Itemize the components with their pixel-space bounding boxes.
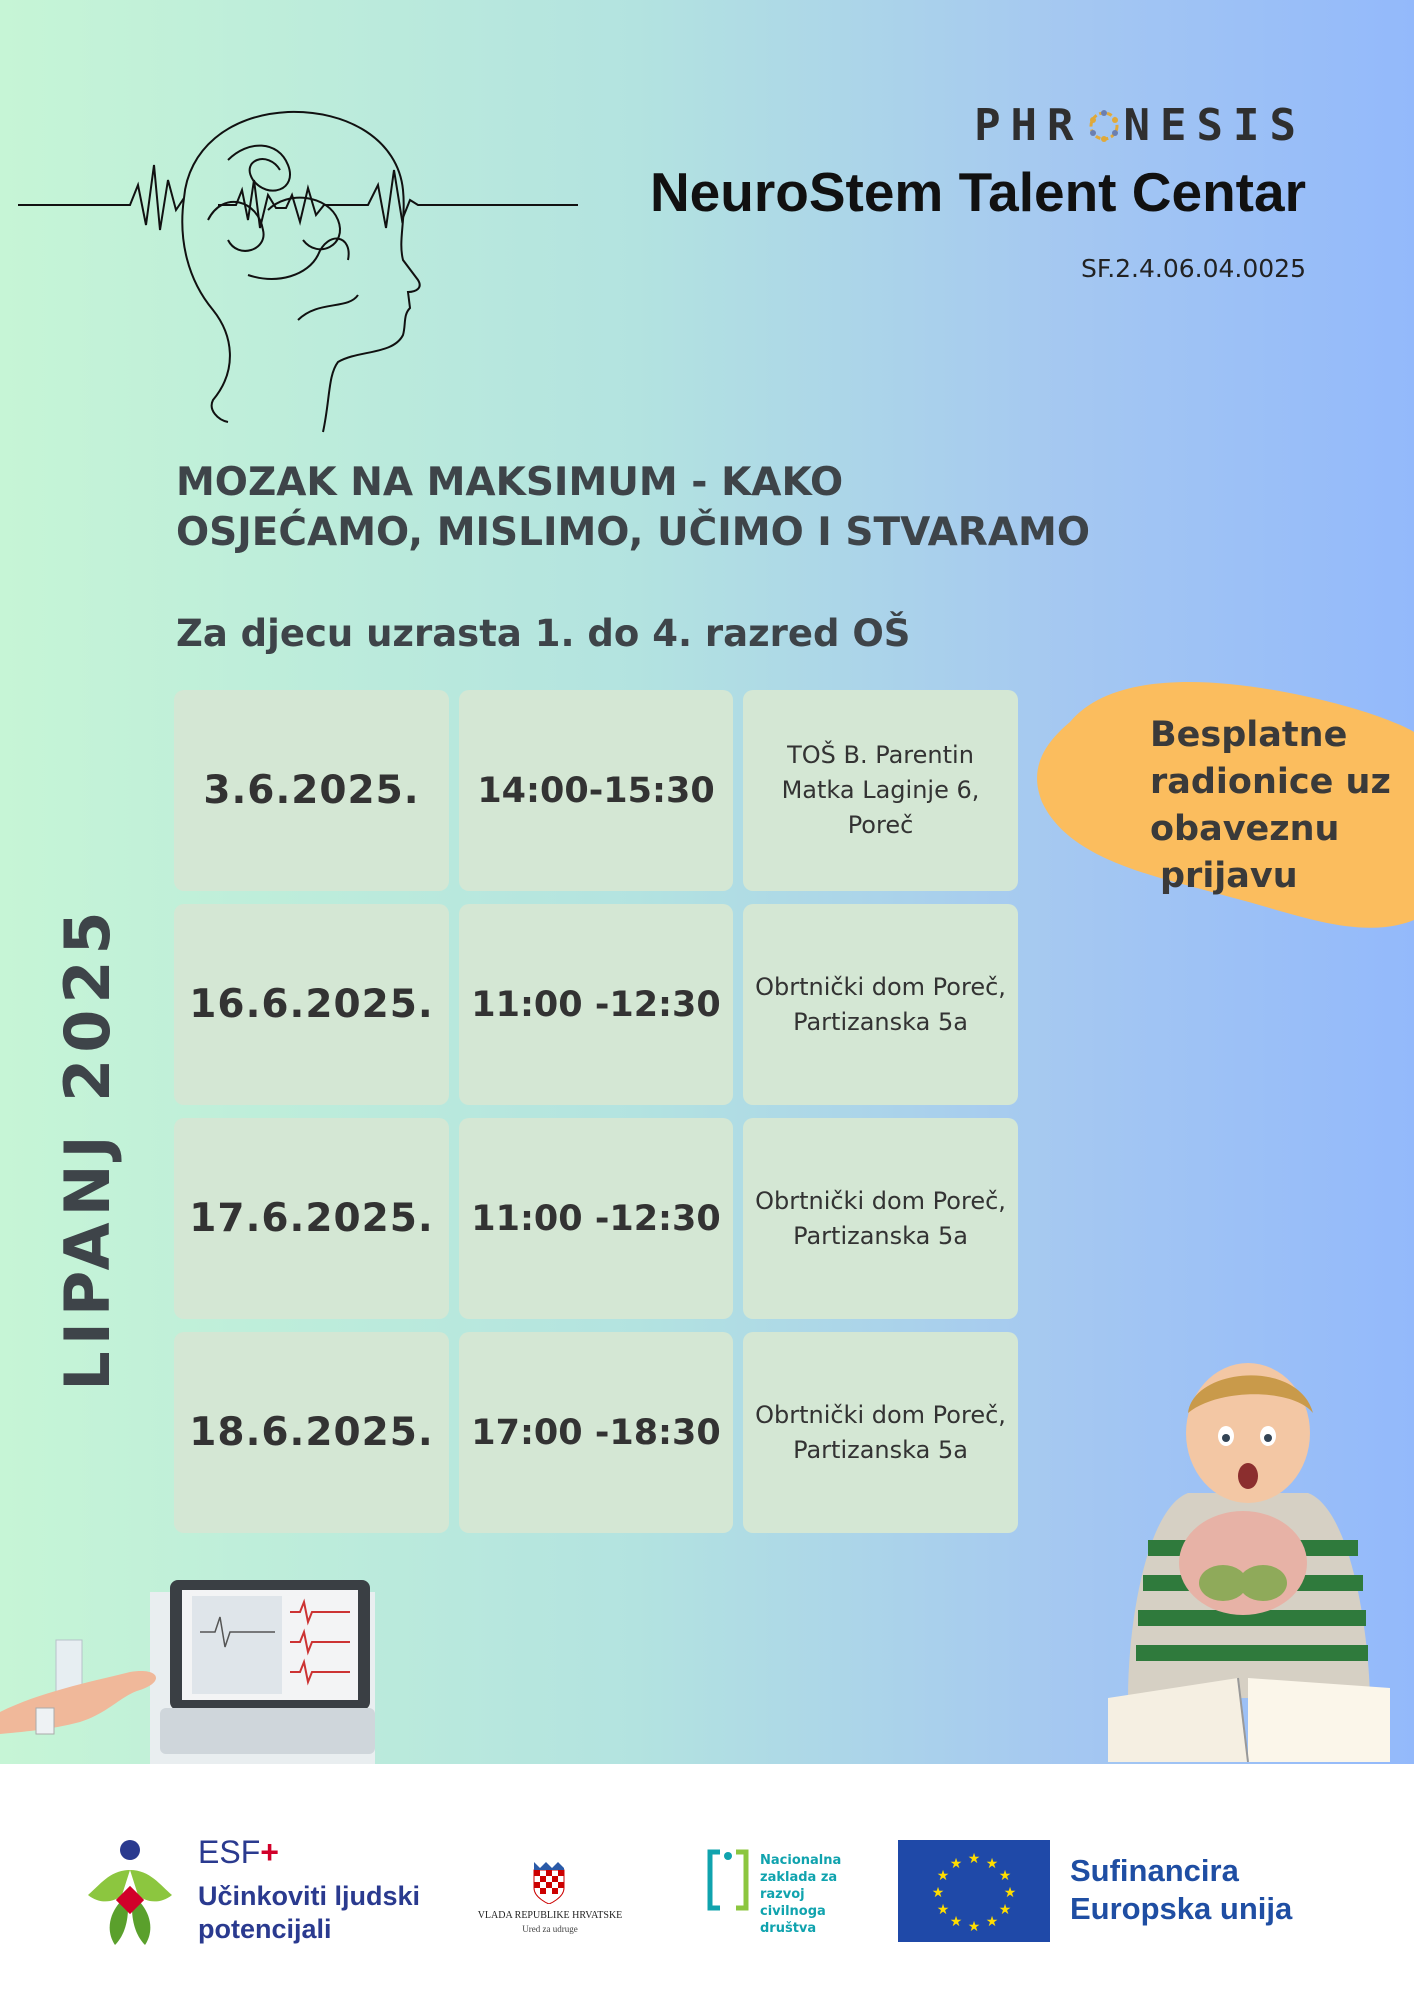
esf-plus: + bbox=[260, 1834, 279, 1870]
schedule-row bbox=[174, 1332, 1020, 1533]
nz-line: društva bbox=[760, 1921, 817, 1936]
free-note-line: obaveznu bbox=[1150, 809, 1340, 849]
eu-flag-icon bbox=[898, 1840, 1050, 1942]
audience-subtitle: Za djecu uzrasta 1. do 4. razred OŠ bbox=[176, 612, 911, 655]
svg-text:★: ★ bbox=[967, 1851, 981, 1867]
gov-unit: Ured za udruge bbox=[522, 1924, 578, 1934]
boy-with-brain-model-photo bbox=[1108, 1358, 1390, 1762]
nz-line: civilnoga bbox=[760, 1904, 826, 1919]
svg-text:★: ★ bbox=[998, 1902, 1012, 1918]
esf-title-text: ESF bbox=[198, 1834, 261, 1870]
schedule-table bbox=[174, 690, 1020, 1546]
esf-subtitle bbox=[198, 1880, 458, 1946]
medical-equipment-photo bbox=[0, 1572, 385, 1764]
esf-title bbox=[198, 1834, 279, 1871]
schedule-place-line: Obrtnički dom Poreč, bbox=[755, 1400, 1006, 1429]
eu-text-line: Europska unija bbox=[1070, 1891, 1293, 1926]
nz-line: razvoj bbox=[760, 1887, 805, 1902]
schedule-place-line: TOŠ B. Parentin bbox=[787, 741, 974, 769]
esf-subtitle-line: Učinkoviti ljudski bbox=[198, 1881, 421, 1911]
project-code: SF.2.4.06.04.0025 bbox=[1080, 254, 1306, 283]
free-note-line: prijavu bbox=[1160, 856, 1298, 896]
nz-foundation-name bbox=[760, 1852, 870, 1937]
schedule-date: 3.6.2025. bbox=[174, 690, 449, 891]
free-note-line: radionice uz bbox=[1150, 762, 1391, 802]
schedule-time: 11:00 -12:30 bbox=[459, 1118, 733, 1319]
schedule-place-line: Matka Laginje 6, bbox=[781, 776, 980, 804]
nz-bracket-icon bbox=[706, 1848, 750, 1912]
svg-text:★: ★ bbox=[1003, 1885, 1017, 1901]
schedule-place bbox=[743, 690, 1018, 891]
free-note-line: Besplatne bbox=[1150, 715, 1348, 755]
esf-subtitle-line: potencijali bbox=[198, 1914, 332, 1944]
schedule-time: 11:00 -12:30 bbox=[459, 904, 733, 1105]
brand-name-part-2: NESIS bbox=[1123, 100, 1306, 151]
nz-line: Nacionalna bbox=[760, 1853, 842, 1868]
schedule-place-line: Obrtnički dom Poreč, bbox=[755, 972, 1006, 1001]
center-title: NeuroStem Talent Centar bbox=[649, 161, 1306, 223]
schedule-date: 18.6.2025. bbox=[174, 1332, 449, 1533]
schedule-time: 17:00 -18:30 bbox=[459, 1332, 733, 1533]
svg-text:★: ★ bbox=[949, 1914, 963, 1930]
schedule-place bbox=[743, 904, 1018, 1105]
svg-text:★: ★ bbox=[985, 1856, 999, 1872]
svg-text:★: ★ bbox=[949, 1856, 963, 1872]
schedule-place-line: Partizanska 5a bbox=[793, 1007, 968, 1036]
brain-line-art-icon bbox=[18, 110, 578, 440]
gov-name: VLADA REPUBLIKE HRVATSKE bbox=[477, 1910, 623, 1921]
brand-name-part-1: PHR bbox=[974, 100, 1084, 151]
schedule-time: 14:00-15:30 bbox=[459, 690, 733, 891]
month-label: LIPANJ 2025 bbox=[50, 905, 124, 1391]
brand-logo bbox=[974, 100, 1306, 151]
schedule-row bbox=[174, 904, 1020, 1105]
eu-text-line: Sufinancira bbox=[1070, 1853, 1239, 1888]
schedule-place-line: Partizanska 5a bbox=[793, 1435, 968, 1464]
main-title-line: OSJEĆAMO, MISLIMO, UČIMO I STVARAMO bbox=[176, 510, 1090, 555]
eu-cofinance-text bbox=[1070, 1852, 1292, 1928]
svg-text:★: ★ bbox=[998, 1868, 1012, 1884]
croatian-crest-icon bbox=[532, 1860, 566, 1904]
svg-text:★: ★ bbox=[936, 1868, 950, 1884]
main-title-line: MOZAK NA MAKSIMUM - KAKO bbox=[176, 460, 844, 505]
schedule-place-line: Obrtnički dom Poreč, bbox=[755, 1186, 1006, 1215]
schedule-row bbox=[174, 690, 1020, 891]
schedule-row bbox=[174, 1118, 1020, 1319]
svg-text:★: ★ bbox=[985, 1914, 999, 1930]
nz-line: zaklada za bbox=[760, 1870, 838, 1885]
main-title bbox=[176, 458, 1176, 558]
free-note-text bbox=[1150, 712, 1400, 900]
esf-logo-icon bbox=[80, 1840, 180, 1950]
schedule-place-line: Poreč bbox=[847, 811, 914, 839]
neuron-ring-icon bbox=[1084, 108, 1124, 144]
schedule-date: 17.6.2025. bbox=[174, 1118, 449, 1319]
schedule-place bbox=[743, 1118, 1018, 1319]
schedule-place bbox=[743, 1332, 1018, 1533]
svg-text:★: ★ bbox=[936, 1902, 950, 1918]
svg-text:★: ★ bbox=[967, 1919, 981, 1935]
schedule-place-line: Partizanska 5a bbox=[793, 1221, 968, 1250]
svg-text:★: ★ bbox=[931, 1885, 945, 1901]
schedule-date: 16.6.2025. bbox=[174, 904, 449, 1105]
